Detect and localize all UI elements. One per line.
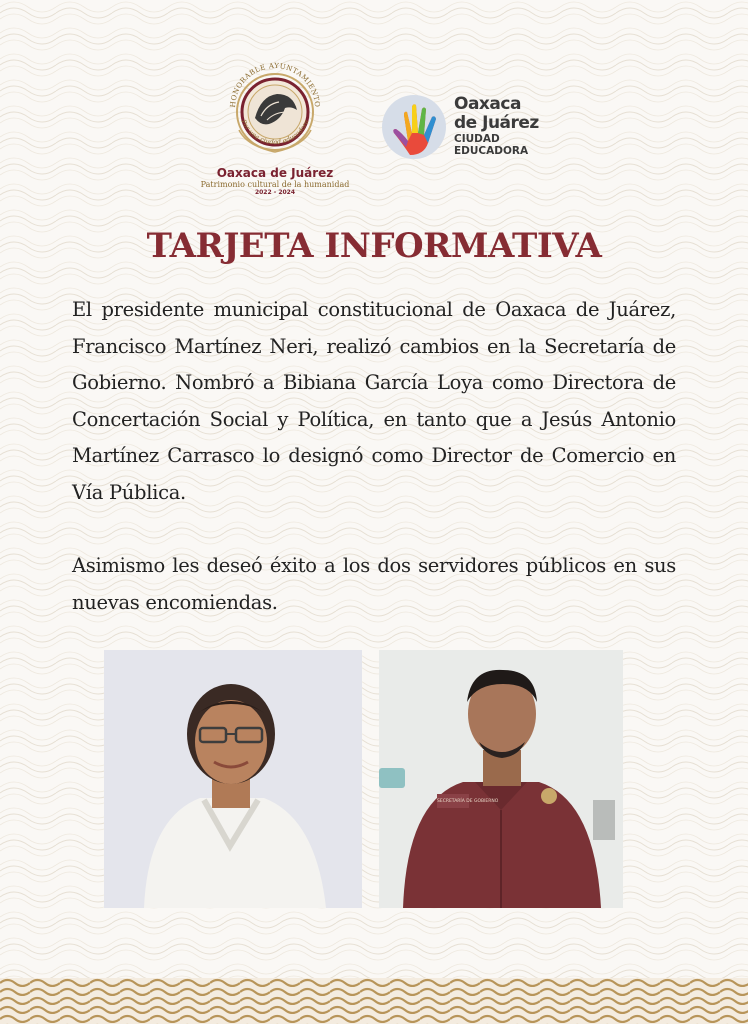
ciudad-educadora-logo <box>380 93 580 165</box>
shirt-label: SECRETARÍA DE GOBIERNO <box>437 799 499 804</box>
paragraph-main: El presidente municipal constitucional de Oaxaca de Juárez, Francisco Martínez Neri, realizó cambios en la Secretaría de Gobierno. Nombró a Bibiana García Loya como Directora de Concertación Social y Política, en tanto que a Jesús Antonio Martínez Carrasco lo designó como Director de Comercio en Vía Pública. <box>72 298 676 504</box>
seal-motto: Por una ciudad educadora <box>239 118 311 147</box>
edu-logo-line4: EDUCADORA <box>454 145 529 157</box>
hand-logo-icon <box>380 93 448 161</box>
header-logos <box>0 58 748 203</box>
edu-logo-line3: CIUDAD <box>454 133 500 145</box>
seal-emblem-icon <box>217 58 333 164</box>
paragraph-closing: Asimismo les deseó éxito a los dos servidores públicos en sus nuevas encomiendas. <box>72 554 676 614</box>
page-title: TARJETA INFORMATIVA <box>146 226 602 266</box>
seal-name: Oaxaca de Juárez <box>216 166 334 180</box>
photo-woman <box>104 650 362 908</box>
seal-subtitle: Patrimonio cultural de la humanidad <box>200 180 350 189</box>
edu-logo-line1: Oaxaca <box>454 94 521 114</box>
bottom-wave-band <box>0 978 748 1024</box>
seal-years: 2022 - 2024 <box>254 189 296 196</box>
edu-logo-text <box>454 95 539 157</box>
photo-man <box>379 650 623 908</box>
seal-arc-text: HONORABLE AYUNTAMIENTO <box>228 61 322 108</box>
edu-logo-line2: de Juárez <box>454 113 539 133</box>
ayuntamiento-seal <box>195 58 355 198</box>
